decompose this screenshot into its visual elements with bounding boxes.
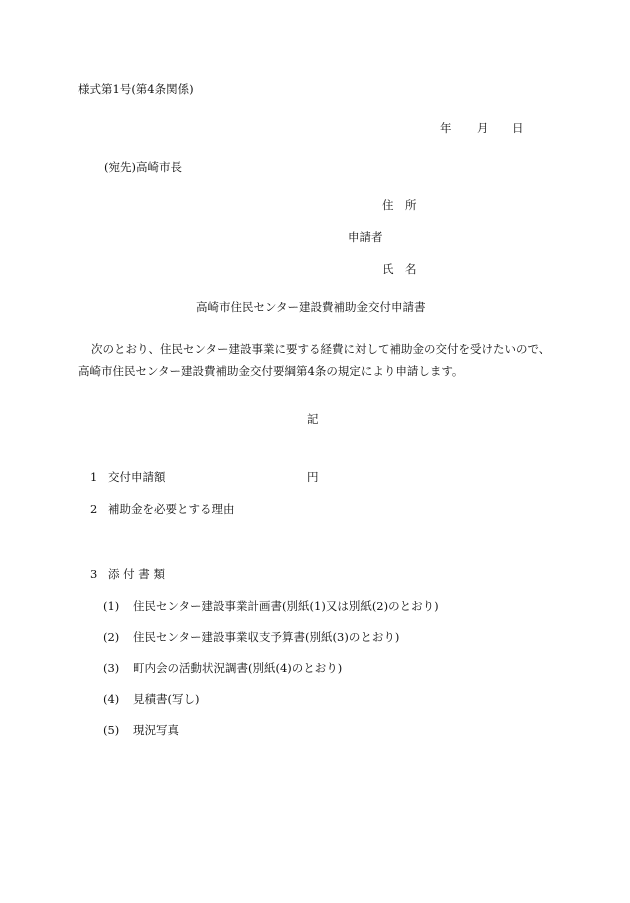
attachment-1-number: (1)	[103, 599, 120, 613]
attachment-2-number: (2)	[103, 630, 120, 644]
date-month-label: 月	[477, 121, 489, 135]
date-day-label: 日	[512, 121, 524, 135]
attachment-2-text: 住民センター建設事業収支予算書(別紙(3)のとおり)	[133, 630, 400, 644]
name-label: 氏 名	[382, 262, 417, 276]
attachment-3-text: 町内会の活動状況調書(別紙(4)のとおり)	[133, 661, 343, 675]
address-label: 住 所	[382, 198, 417, 212]
item-3-number: 3	[90, 567, 98, 581]
item-1-label: 交付申請額	[108, 470, 166, 484]
applicant-label: 申請者	[348, 230, 383, 244]
attachment-4-number: (4)	[103, 692, 120, 706]
attachment-1-text: 住民センター建設事業計画書(別紙(1)又は別紙(2)のとおり)	[133, 599, 439, 613]
date-year-label: 年	[440, 121, 452, 135]
attachment-5-number: (5)	[103, 723, 120, 737]
attachment-3-number: (3)	[103, 661, 120, 675]
document-title: 高崎市住民センター建設費補助金交付申請書	[196, 300, 426, 314]
item-1-number: 1	[90, 470, 98, 484]
addressee: (宛先)高崎市長	[104, 160, 182, 174]
body-line-2: 高崎市住民センター建設費補助金交付要綱第4条の規定により申請します。	[78, 364, 464, 378]
item-2-label: 補助金を必要とする理由	[108, 502, 235, 516]
item-2-number: 2	[90, 502, 98, 516]
body-line-1: 次のとおり、住民センター建設事業に要する経費に対して補助金の交付を受けたいので、	[91, 342, 551, 356]
item-1-unit: 円	[307, 470, 319, 484]
form-label: 様式第1号(第4条関係)	[78, 82, 194, 96]
attachment-5-text: 現況写真	[133, 723, 179, 737]
attachment-4-text: 見積書(写し)	[133, 692, 200, 706]
item-3-label: 添 付 書 類	[108, 567, 165, 581]
ki-heading: 記	[307, 412, 319, 426]
